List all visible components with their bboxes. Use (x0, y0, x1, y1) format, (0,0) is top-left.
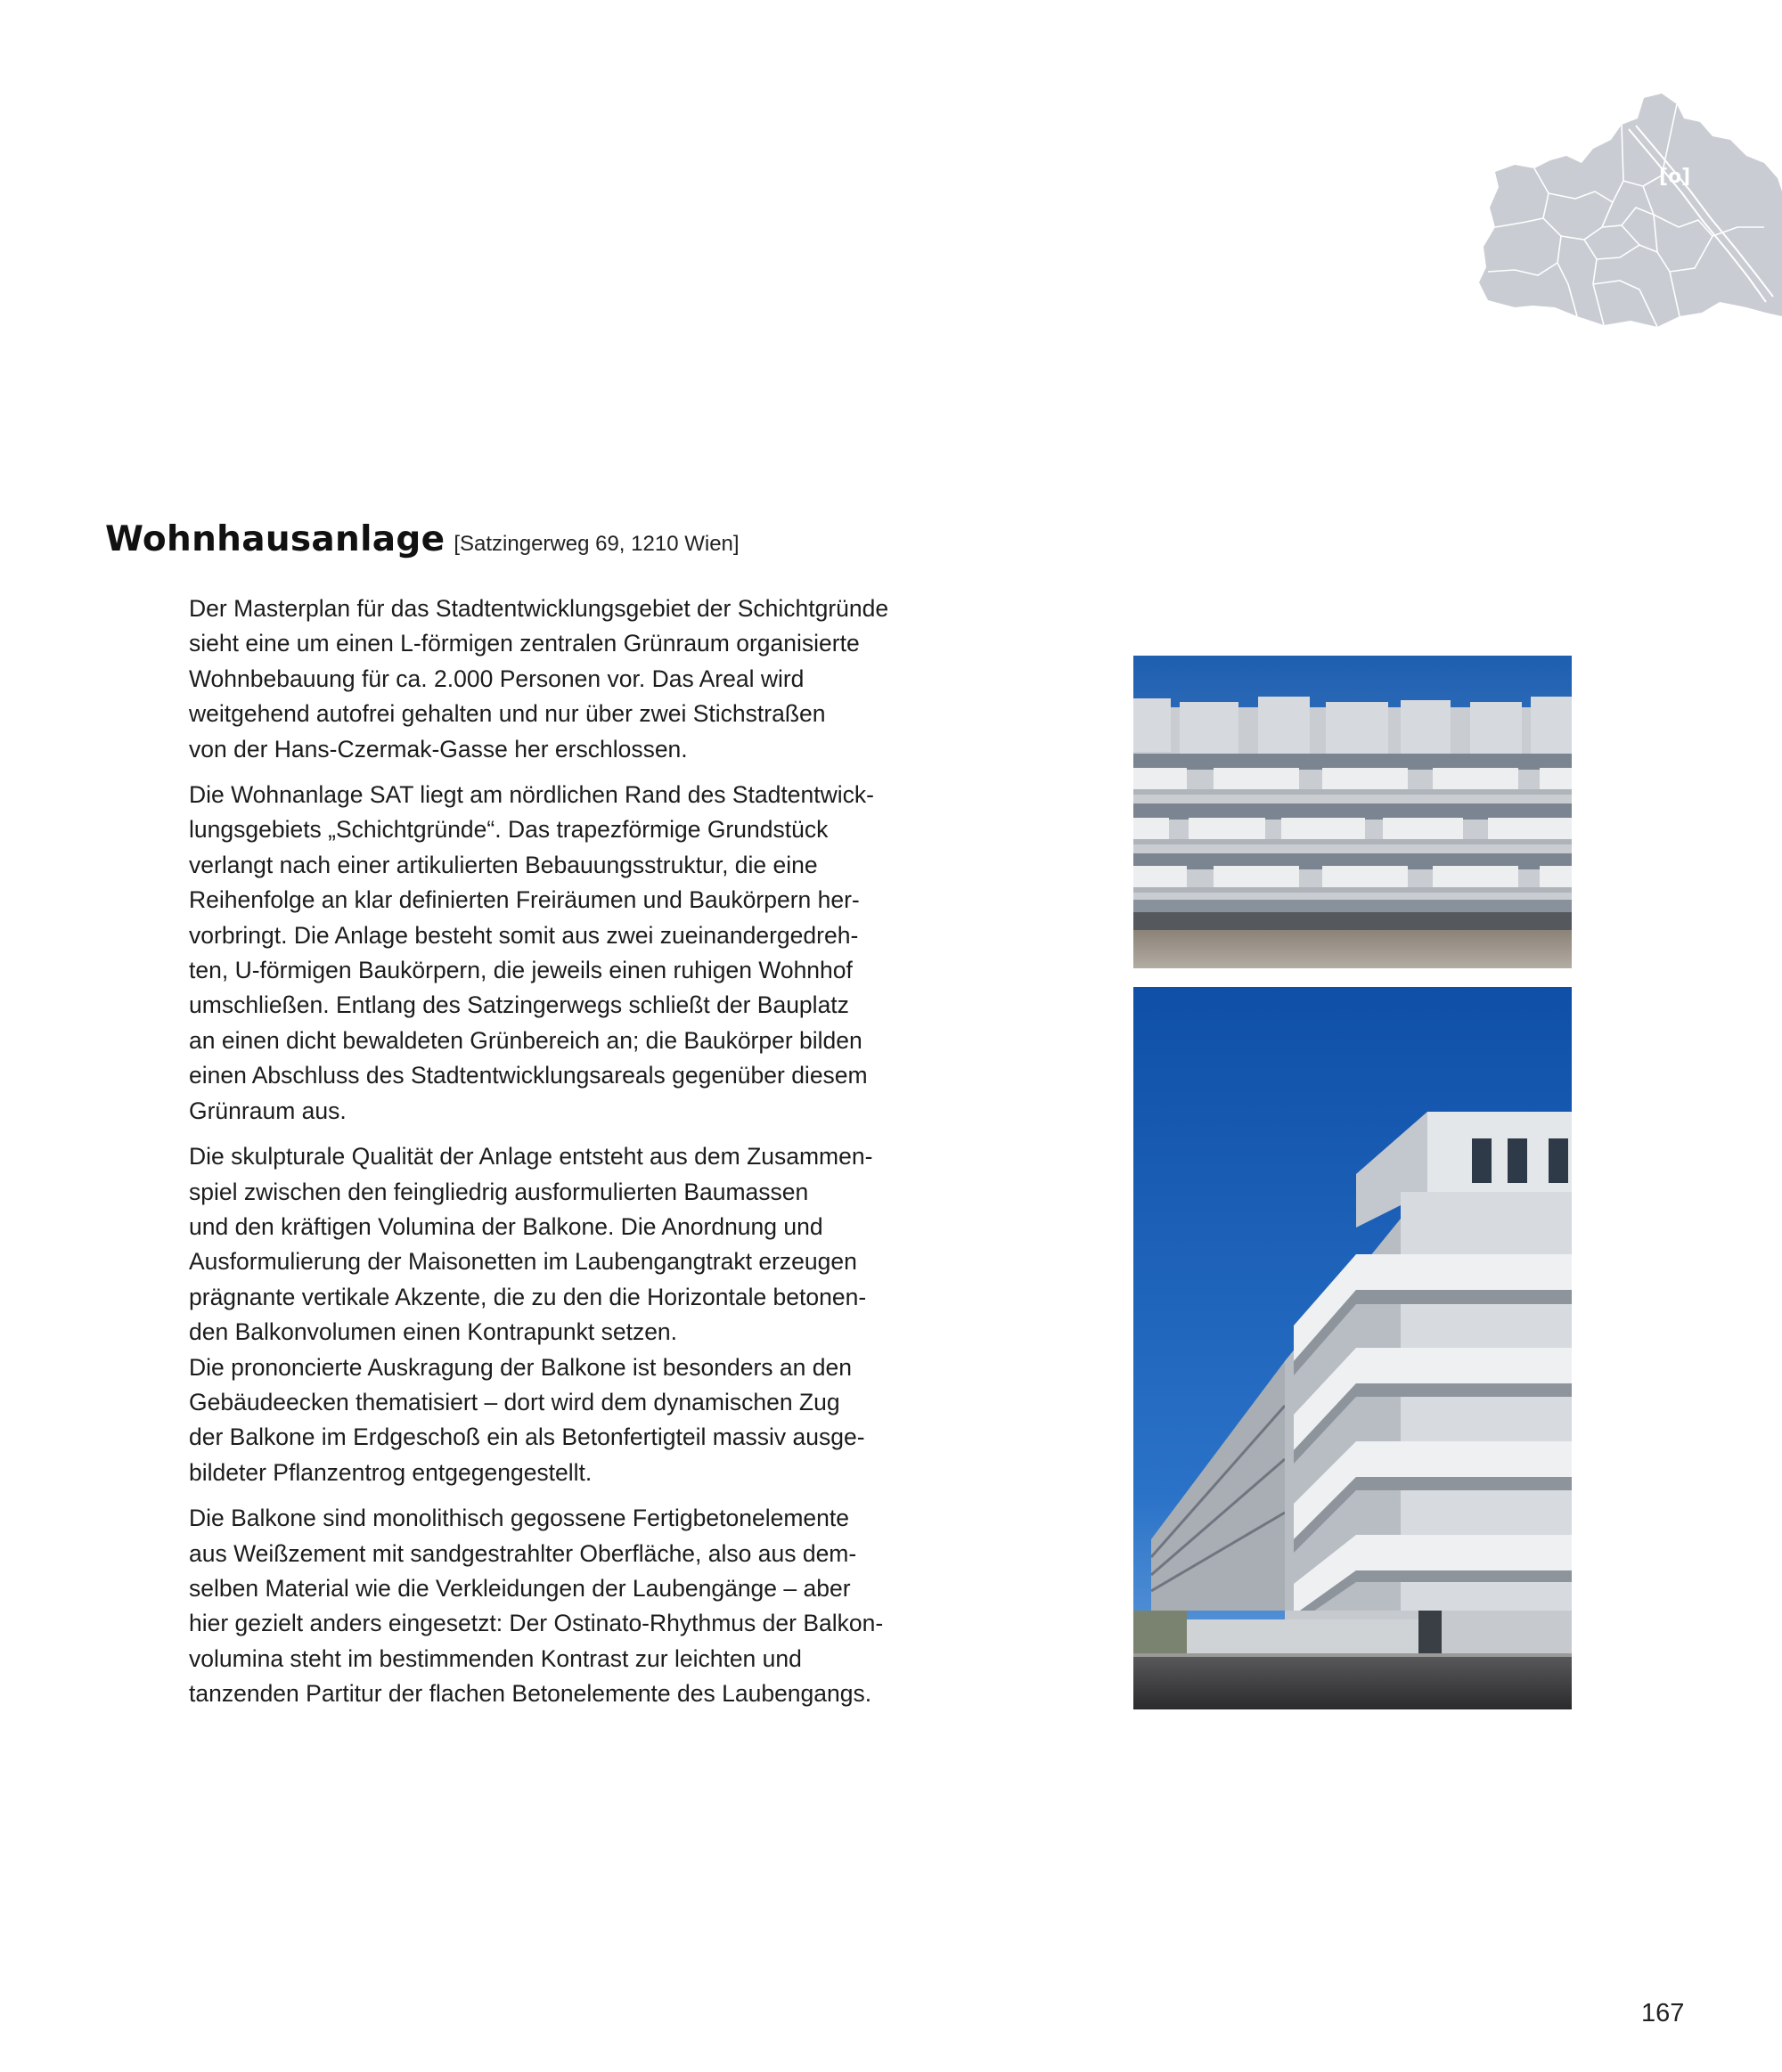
building-corner-photo-icon (1133, 987, 1572, 1709)
text-line: Ausformulierung der Maisonetten im Laubengangtrakt erzeugen (189, 1248, 857, 1276)
paragraph-4 (189, 1501, 902, 1711)
text-line: Die skulpturale Qualität der Anlage entsteht aus dem Zusammen- (189, 1143, 873, 1171)
text-line: tanzenden Partitur der flachen Betonelemente des Laubengangs. (189, 1680, 872, 1708)
building-corner-photo (1133, 987, 1572, 1709)
text-line: von der Hans-Czermak-Gasse her erschlossen. (189, 735, 688, 763)
text-line: weitgehend autofrei gehalten und nur über zwei Stichstraßen (189, 700, 826, 728)
building-facade-photo-icon (1133, 656, 1572, 968)
text-line: hier gezielt anders eingesetzt: Der Ostinato-Rhythmus der Balkon- (189, 1610, 884, 1637)
article-body (189, 591, 902, 1723)
text-line: selben Material wie die Verkleidungen der Laubengänge – aber (189, 1574, 851, 1602)
text-line: lungsgebiets „Schichtgründe“. Das trapezförmige Grundstück (189, 816, 829, 844)
text-line: Die Wohnanlage SAT liegt am nördlichen Rand des Stadtentwick- (189, 781, 874, 809)
text-line: Reihenfolge an klar definierten Freiräumen und Baukörpern her- (189, 886, 860, 914)
text-line: an einen dicht bewaldeten Grünbereich an; die Baukörper bilden (189, 1026, 862, 1054)
text-line: Der Masterplan für das Stadtentwicklungsgebiet der Schichtgründe (189, 595, 889, 622)
paragraph-3 (189, 1139, 902, 1490)
text-line: Die prononcierte Auskragung der Balkone ist besonders an den (189, 1353, 852, 1381)
paragraph-2 (189, 778, 902, 1129)
text-line: vorbringt. Die Anlage besteht somit aus zwei zueinandergedreh- (189, 921, 859, 949)
text-line: Die Balkone sind monolithisch gegossene Fertigbetonelemente (189, 1505, 849, 1532)
text-line: einen Abschluss des Stadtentwicklungsareals gegenüber diesem (189, 1062, 868, 1089)
text-line: Wohnbebauung für ca. 2.000 Personen vor. Das Areal wird (189, 665, 805, 692)
text-line: sieht eine um einen L-förmigen zentralen Grünraum organisierte (189, 630, 860, 657)
map-location-marker: [o] (1659, 166, 1691, 188)
text-line: den Balkonvolumen einen Kontrapunkt setzen. (189, 1318, 678, 1346)
text-line: Gebäudeecken thematisiert – dort wird dem dynamischen Zug (189, 1388, 840, 1415)
text-line: und den kräftigen Volumina der Balkone. Die Anordnung und (189, 1212, 823, 1240)
text-line: aus Weißzement mit sandgestrahlter Oberfläche, also aus dem- (189, 1539, 857, 1567)
text-line: umschließen. Entlang des Satzingerwegs schließt der Bauplatz (189, 991, 849, 1019)
text-line: ten, U-förmigen Baukörpern, die jeweils einen ruhigen Wohnhof (189, 957, 853, 984)
vienna-locator-map (1479, 94, 1782, 361)
vienna-district-map-icon (1479, 94, 1782, 361)
text-line: prägnante vertikale Akzente, die zu den die Horizontale betonen- (189, 1283, 867, 1310)
text-line: bildeter Pflanzentrog entgegengestellt. (189, 1458, 593, 1486)
text-line: spiel zwischen den feingliedrig ausformulierten Baumassen (189, 1178, 809, 1205)
text-line: Grünraum aus. (189, 1097, 347, 1124)
page-number: 167 (1641, 1999, 1685, 2027)
paragraph-1 (189, 591, 902, 767)
building-facade-photo (1133, 656, 1572, 968)
text-line: volumina steht im bestimmenden Kontrast zur leichten und (189, 1644, 802, 1672)
text-line: verlangt nach einer artikulierten Bebauungsstruktur, die eine (189, 851, 818, 878)
vienna-outline (1479, 94, 1782, 327)
heading-title: Wohnhausanlage (105, 519, 446, 559)
text-line: der Balkone im Erdgeschoß ein als Betonfertigteil massiv ausge- (189, 1423, 865, 1451)
heading-address: [Satzingerweg 69, 1210 Wien] (454, 532, 740, 556)
article-heading (105, 519, 740, 559)
